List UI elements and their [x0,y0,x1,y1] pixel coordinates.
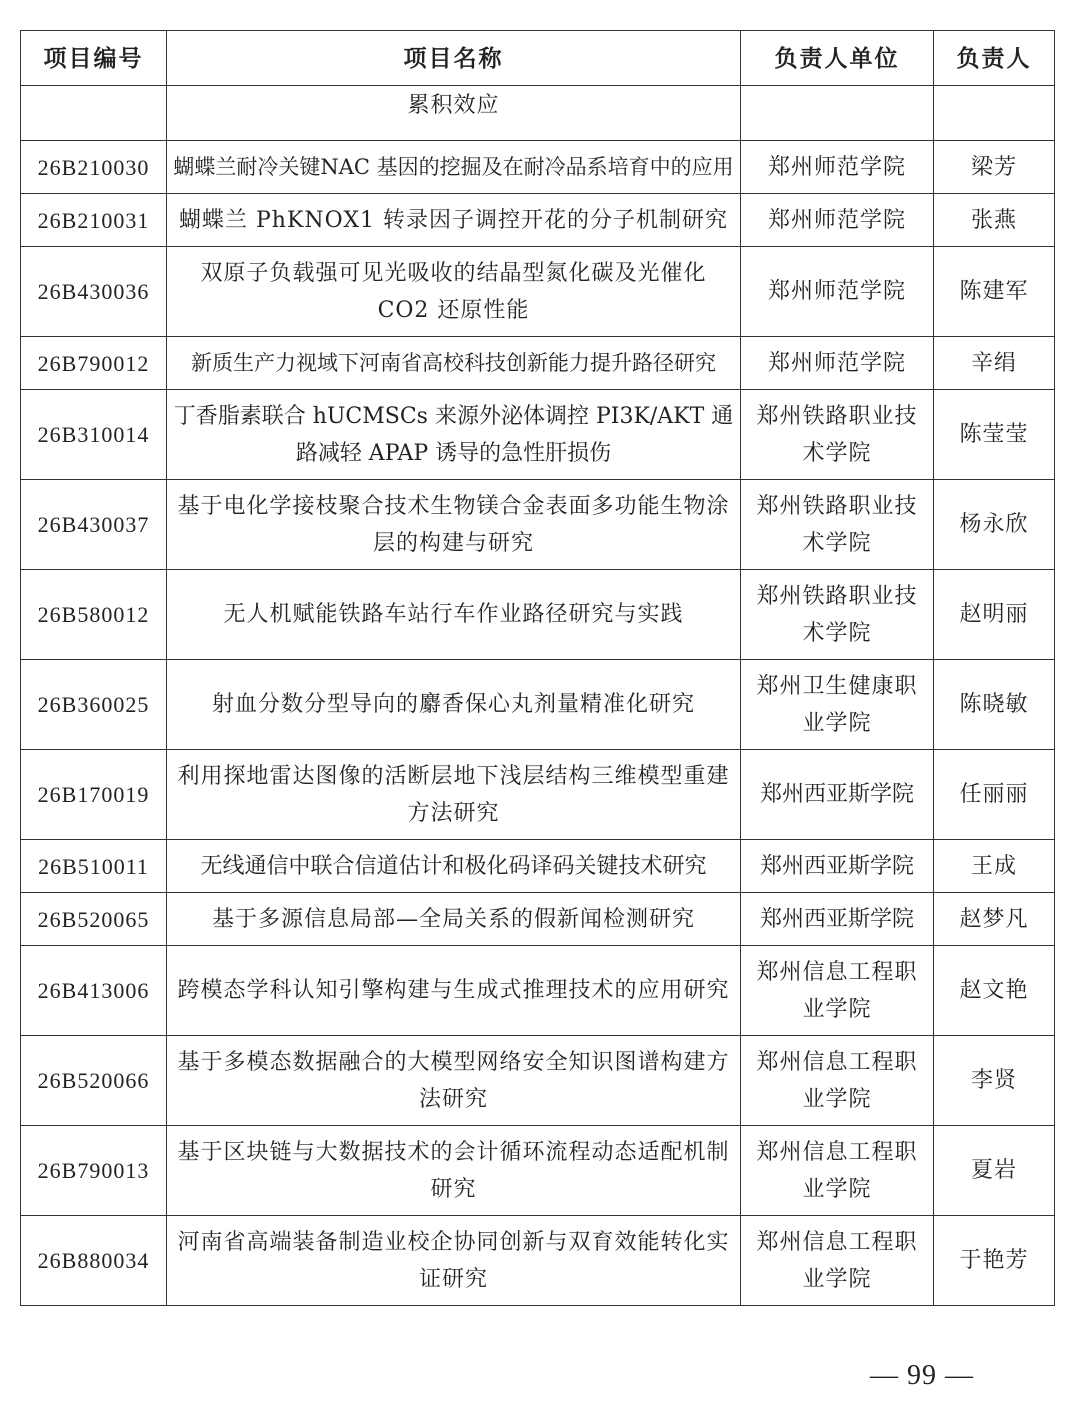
project-name: 跨模态学科认知引擎构建与生成式推理技术的应用研究 [167,946,741,1036]
project-name: 新质生产力视域下河南省高校科技创新能力提升路径研究 [167,337,741,390]
project-code: 26B430037 [21,480,167,570]
table-row [21,660,1055,750]
responsible-person: 赵梦凡 [934,893,1055,946]
table-row [21,570,1055,660]
responsible-person: 李贤 [934,1036,1055,1126]
project-code: 26B790012 [21,337,167,390]
project-code: 26B413006 [21,946,167,1036]
table-row [21,247,1055,337]
responsible-person: 陈莹莹 [934,390,1055,480]
responsible-unit: 郑州卫生健康职业学院 [741,660,934,750]
responsible-person: 陈晓敏 [934,660,1055,750]
table-row [21,893,1055,946]
responsible-person: 辛绢 [934,337,1055,390]
project-code: 26B520065 [21,893,167,946]
responsible-unit: 郑州信息工程职业学院 [741,1036,934,1126]
project-code: 26B210031 [21,194,167,247]
table-row [21,1216,1055,1306]
project-code: 26B790013 [21,1126,167,1216]
responsible-unit: 郑州师范学院 [741,337,934,390]
header-project-code: 项目编号 [21,31,167,86]
responsible-unit: 郑州师范学院 [741,141,934,194]
project-code: 26B430036 [21,247,167,337]
project-code: 26B520066 [21,1036,167,1126]
table-row [21,480,1055,570]
project-code [21,86,167,141]
responsible-person: 于艳芳 [934,1216,1055,1306]
header-responsible-unit: 负责人单位 [741,31,934,86]
project-code: 26B510011 [21,840,167,893]
header-responsible-person: 负责人 [934,31,1055,86]
project-code: 26B580012 [21,570,167,660]
project-name: 利用探地雷达图像的活断层地下浅层结构三维模型重建方法研究 [167,750,741,840]
project-name: 累积效应 [167,86,741,141]
project-code: 26B210030 [21,141,167,194]
responsible-unit: 郑州信息工程职业学院 [741,1126,934,1216]
project-name: 基于多源信息局部—全局关系的假新闻检测研究 [167,893,741,946]
responsible-unit: 郑州西亚斯学院 [741,840,934,893]
project-name: 蝴蝶兰 PhKNOX1 转录因子调控开花的分子机制研究 [167,194,741,247]
responsible-unit: 郑州师范学院 [741,247,934,337]
project-name: 基于多模态数据融合的大模型网络安全知识图谱构建方法研究 [167,1036,741,1126]
project-name: 射血分数分型导向的麝香保心丸剂量精准化研究 [167,660,741,750]
page-number: — 99 — [870,1360,974,1391]
project-code: 26B170019 [21,750,167,840]
responsible-unit: 郑州信息工程职业学院 [741,1216,934,1306]
responsible-person: 任丽丽 [934,750,1055,840]
responsible-person: 杨永欣 [934,480,1055,570]
responsible-person: 王成 [934,840,1055,893]
table-row [21,1126,1055,1216]
project-name: 基于电化学接枝聚合技术生物镁合金表面多功能生物涂层的构建与研究 [167,480,741,570]
responsible-person: 张燕 [934,194,1055,247]
header-project-name: 项目名称 [167,31,741,86]
table-row [21,141,1055,194]
project-name: 双原子负载强可见光吸收的结晶型氮化碳及光催化 CO2 还原性能 [167,247,741,337]
table-row [21,86,1055,141]
table-row [21,337,1055,390]
responsible-person: 夏岩 [934,1126,1055,1216]
project-name: 无线通信中联合信道估计和极化码译码关键技术研究 [167,840,741,893]
responsible-unit: 郑州信息工程职业学院 [741,946,934,1036]
project-code: 26B880034 [21,1216,167,1306]
responsible-unit: 郑州铁路职业技术学院 [741,390,934,480]
projects-table [20,30,1055,1306]
table-row [21,194,1055,247]
table-row [21,750,1055,840]
table-row [21,390,1055,480]
project-code: 26B310014 [21,390,167,480]
responsible-unit: 郑州铁路职业技术学院 [741,570,934,660]
table-row [21,840,1055,893]
table-row [21,1036,1055,1126]
responsible-unit: 郑州铁路职业技术学院 [741,480,934,570]
project-name: 河南省高端装备制造业校企协同创新与双育效能转化实证研究 [167,1216,741,1306]
table-row [21,946,1055,1036]
responsible-person [934,86,1055,141]
responsible-person: 陈建军 [934,247,1055,337]
project-name: 丁香脂素联合 hUCMSCs 来源外泌体调控 PI3K/AKT 通路减轻 APAP 诱导的急性肝损伤 [167,390,741,480]
responsible-unit: 郑州西亚斯学院 [741,893,934,946]
responsible-unit [741,86,934,141]
responsible-person: 赵明丽 [934,570,1055,660]
project-code: 26B360025 [21,660,167,750]
project-name: 蝴蝶兰耐冷关键NAC 基因的挖掘及在耐冷品系培育中的应用 [167,141,741,194]
responsible-unit: 郑州师范学院 [741,194,934,247]
responsible-unit: 郑州西亚斯学院 [741,750,934,840]
project-name: 基于区块链与大数据技术的会计循环流程动态适配机制研究 [167,1126,741,1216]
project-name: 无人机赋能铁路车站行车作业路径研究与实践 [167,570,741,660]
responsible-person: 梁芳 [934,141,1055,194]
responsible-person: 赵文艳 [934,946,1055,1036]
table-header-row [21,31,1055,86]
